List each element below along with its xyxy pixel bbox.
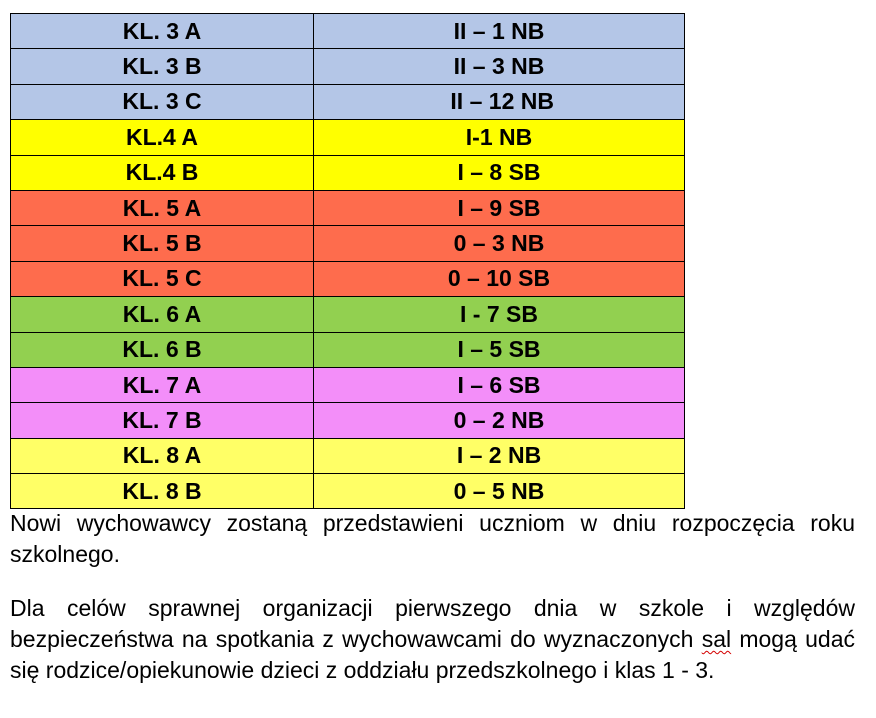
table-row [11,438,685,473]
class-name-cell: KL. 8 B [11,474,314,509]
table-row [11,226,685,261]
class-room-table [10,13,685,509]
class-name-cell: KL. 5 B [11,226,314,261]
table-row [11,332,685,367]
spellcheck-word: sal [701,626,732,652]
class-name-cell: KL. 6 B [11,332,314,367]
room-cell: I-1 NB [314,120,685,155]
room-cell: 0 – 5 NB [314,474,685,509]
room-cell: I – 9 SB [314,190,685,225]
room-cell: I – 5 SB [314,332,685,367]
table-row [11,49,685,84]
class-name-cell: KL. 3 B [11,49,314,84]
table-row [11,84,685,119]
room-cell: II – 12 NB [314,84,685,119]
table-row [11,261,685,296]
class-name-cell: KL.4 A [11,120,314,155]
class-name-cell: KL. 7 B [11,403,314,438]
class-name-cell: KL. 3 C [11,84,314,119]
table-body [11,14,685,509]
room-cell: 0 – 2 NB [314,403,685,438]
table-row [11,403,685,438]
note-new-teachers: Nowi wychowawcy zostaną przedstawieni uczniom w dniu rozpoczęcia roku szkolnego. [10,510,855,567]
room-cell: I – 2 NB [314,438,685,473]
class-name-cell: KL. 3 A [11,14,314,49]
note-text-part-1: Dla celów sprawnej organizacji pierwszego dnia w szkole i względów bezpieczeństwa na spotkania z wychowawcami do wyznaczonych [10,595,855,652]
table-row [11,297,685,332]
class-name-cell: KL. 8 A [11,438,314,473]
class-name-cell: KL. 7 A [11,367,314,402]
table-row [11,474,685,509]
table-row [11,367,685,402]
class-name-cell: KL. 5 C [11,261,314,296]
class-name-cell: KL.4 B [11,155,314,190]
table-row [11,14,685,49]
table-row [11,190,685,225]
room-cell: 0 – 3 NB [314,226,685,261]
table-row [11,155,685,190]
room-cell: II – 3 NB [314,49,685,84]
note-text-part-2: mogą udać się rodzice/opiekunowie dzieci z oddziału przedszkolnego i klas 1 - 3. [10,626,855,683]
class-name-cell: KL. 6 A [11,297,314,332]
room-cell: 0 – 10 SB [314,261,685,296]
room-cell: I – 6 SB [314,367,685,402]
room-cell: I – 8 SB [314,155,685,190]
table-row [11,120,685,155]
class-name-cell: KL. 5 A [11,190,314,225]
room-cell: II – 1 NB [314,14,685,49]
room-cell: I - 7 SB [314,297,685,332]
note-first-day-organization [10,593,855,686]
